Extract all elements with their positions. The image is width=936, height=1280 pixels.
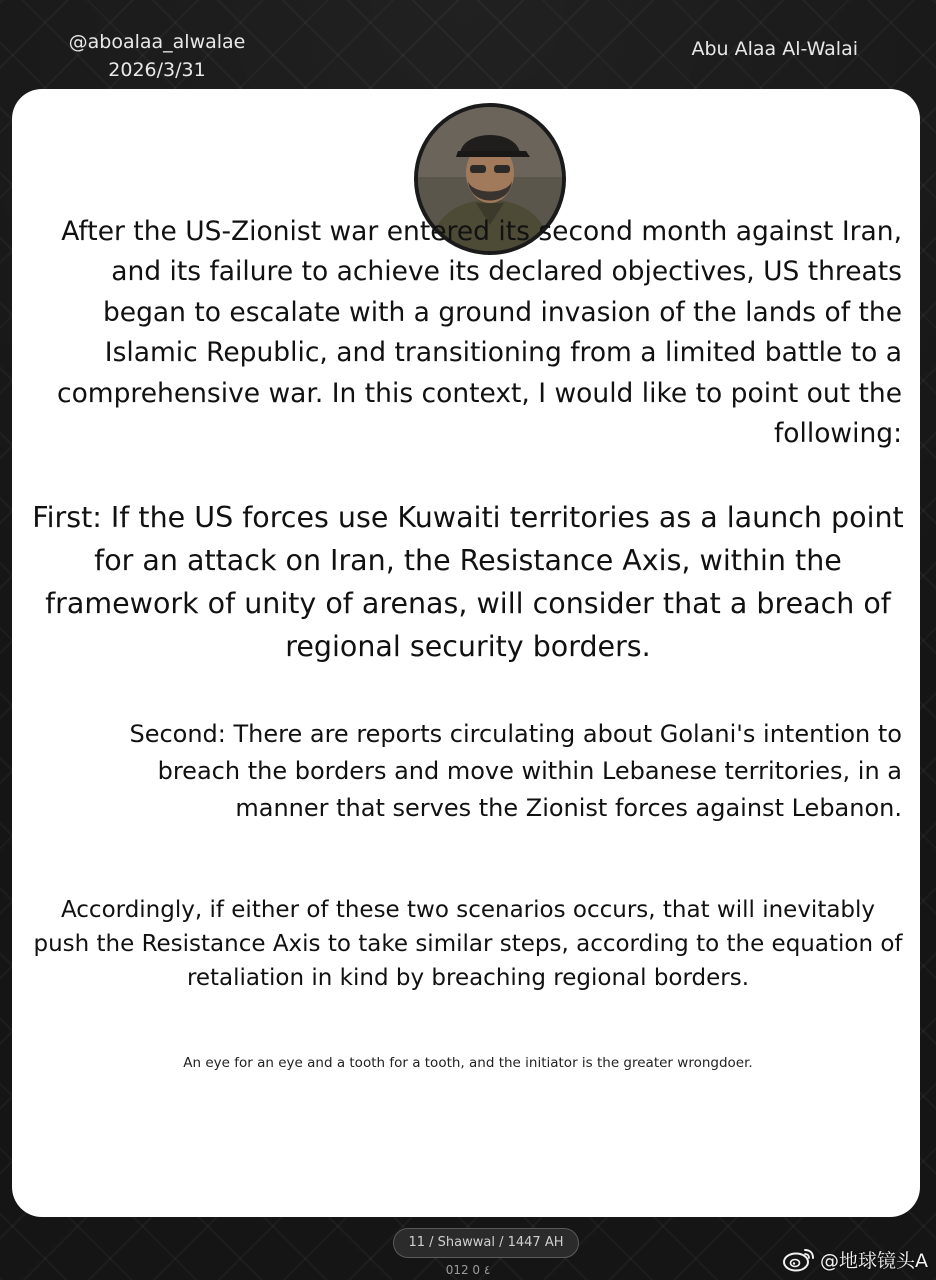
statement-paragraph-second: Second: There are reports circulating about Golani's intention to breach the borders and move within Lebanese territories, in a manner that serves the Zionist forces against Lebanon.: [129, 720, 902, 822]
header-handle-block: [62, 28, 252, 84]
statement-closing-line: An eye for an eye and a tooth for a tooth, and the initiator is the greater wrongdoer.: [183, 1055, 753, 1071]
statement-paragraph-first: First: If the US forces use Kuwaiti territories as a launch point for an attack on Iran, the Resistance Axis, within the framework of unity of arenas, will consider that a breach of regional security borders.: [32, 501, 904, 663]
hijri-date-badge: 11 / Shawwal / 1447 AH: [393, 1228, 579, 1258]
author-handle[interactable]: @aboalaa_alwalae: [68, 31, 246, 53]
watermark-text: @地球镜头A: [820, 1249, 928, 1272]
weibo-icon: [782, 1245, 816, 1273]
post-date: 2026/3/31: [108, 59, 206, 81]
weibo-watermark: [782, 1244, 928, 1274]
statement-paragraph-intro: After the US-Zionist war entered its second month against Iran, and its failure to achieve its declared objectives, US threats began to escalate with a ground invasion of the lands of the Islamic Republic, and transitioning from a limited battle to a comprehensive war. In this context, I would like to point out the following:: [57, 216, 902, 450]
statement-paragraph-conclusion: Accordingly, if either of these two scenarios occurs, that will inevitably push the Resistance Axis to take similar steps, according to the equation of retaliation in kind by breaching regional borders.: [33, 897, 903, 991]
author-name: Abu Alaa Al-Walai: [691, 38, 858, 60]
serial-number: 012 0 ٤: [445, 1263, 491, 1277]
